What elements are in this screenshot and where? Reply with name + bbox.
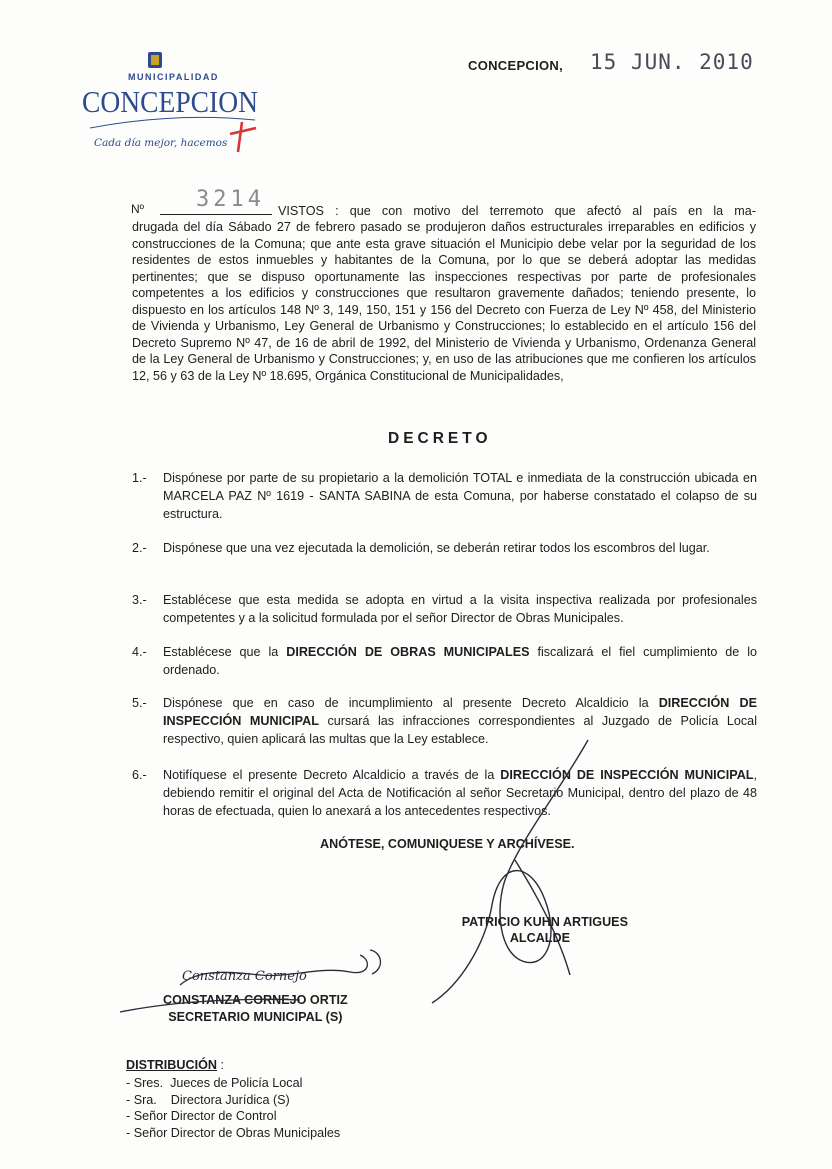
item-text-tail: fiscalizará el fiel cumplimiento de lo ordenado. [163,645,758,677]
distribution-item: - Sres. Jueces de Policía Local [126,1076,303,1090]
item-text: Dispónese por parte de su propietario a la demolición TOTAL e inmediata de la construcción ubicada en MARCELA PAZ Nº 1619 - SANTA SABINA de esta Comuna, por haberse constatado el colapso de su estructura. [163,471,757,521]
decree-item-1 [132,469,757,523]
item-number: 4.- [132,645,147,659]
item-text-tail: cursará las infracciones correspondientes al Juzgado de Policía Local respectivo, quien aplicará las multas que la Ley establece. [163,714,757,746]
decree-number-line [160,214,272,215]
vistos-body: drugada del día Sábado 27 de febrero pasado se produjeron daños estructurales irreparables en edificios y construcciones de la Comuna; que ante esta grave situación el Municipio debe velar por la seguridad de los residentes de estos inmuebles y habitantes de la Comuna, por lo que se deberá adoptar las medidas pertinentes; que se dispuso oportunamente las inspecciones respectivas por parte de profesionales competentes a los edificios y construcciones que resultaron gravemente dañados; teniendo presente, lo dispuesto en los artículos 148 Nº 3, 149, 150, 151 y 156 del Decreto con Fuerza de Ley Nº 458, del Ministerio de Vivienda y Urbanismo, Ley General de Urbanismo y Construcciones; lo establecido en el artículo 156 del Decreto Supremo Nº 47, de 16 de abril de 1992, del Ministerio de Vivienda y Urbanismo, Ordenanza General de la Ley General de Urbanismo y Construcciones; y, en uso de las atribuciones que me confieren los artículos 12, 56 y 63 de la Ley Nº 18.695, Orgánica Constitucional de Municipalidades, [132,220,756,383]
distribution-title-text: DISTRIBUCIÓN [126,1058,217,1072]
item-number: 3.- [132,593,147,607]
distribution-item: - Sra. Directora Jurídica (S) [126,1092,290,1107]
mayor-name: PATRICIO KUHN ARTIGUES [461,915,628,929]
item-text: Notifíquese el presente Decreto Alcaldicio a través de la [163,768,501,782]
distribution-item: - Señor Director de Obras Municipales [126,1125,341,1140]
item-number: 6.- [132,768,147,782]
secretary-handwriting: Constanza Cornejo [182,969,307,984]
secretary-signature-block [163,992,348,1026]
mayor-title: ALCALDE [509,931,570,945]
decree-number: 3214 [196,187,265,212]
decree-number-label: Nº [131,202,145,216]
item-text: Dispónese que en caso de incumplimiento al presente Decreto Alcaldicio la [163,696,659,710]
decree-title: DECRETO [388,430,492,447]
logo-plus-icon [230,122,256,152]
item-number: 1.- [132,471,147,485]
decree-item-3 [132,591,757,627]
distribution-title [126,1058,224,1072]
item-bold: DIRECCIÓN DE OBRAS MUNICIPALES [286,645,530,659]
logo-slogan-text: Cada día mejor, hacemos [94,137,228,149]
decree-item-5 [132,694,757,748]
logo-top-text: MUNICIPALIDAD [128,72,219,82]
secretary-name: CONSTANZA CORNEJO ORTIZ [163,993,348,1007]
distribution-item: - Señor Director de Control [126,1109,277,1123]
municipality-logo [80,50,270,155]
decree-item-4 [132,643,757,679]
item-number: 2.- [132,541,147,555]
secretary-title: SECRETARIO MUNICIPAL (S) [168,1010,343,1024]
decree-item-6 [132,766,757,820]
decree-item-2 [132,539,757,557]
date-stamp: 15 JUN. 2010 [590,50,754,74]
mayor-signature-block [445,914,628,946]
distribution-title-suffix: : [216,1058,224,1072]
vistos-first-line: VISTOS : que con motivo del terremoto que afectó al país en la ma- [278,204,756,218]
distribution-list [126,1075,340,1141]
item-text: Establécese que esta medida se adopta en virtud a la visita inspectiva realizada por profesionales competentes y a la solicitud formulada por el señor Director de Obras Municipales. [163,593,757,625]
item-text: Establécese que la [163,645,287,659]
logo-name-text: CONCEPCION [82,84,258,119]
item-text: Dispónese que una vez ejecutada la demolición, se deberán retirar todos los escombros del lugar. [163,541,710,555]
item-number: 5.- [132,696,147,710]
item-text-tail: , debiendo remitir el original del Acta de Notificación al señor Secretario Municipal, dentro del plazo de 48 horas de efectuada, quien lo anexará a los antecedentes respectivos. [163,768,758,818]
item-bold: DIRECCIÓN DE INSPECCIÓN MUNICIPAL [163,696,757,728]
item-bold: DIRECCIÓN DE INSPECCIÓN MUNICIPAL [500,768,754,782]
closing-formula: ANÓTESE, COMUNIQUESE Y ARCHÍVESE. [320,837,575,851]
date-city: CONCEPCION, [468,58,564,73]
